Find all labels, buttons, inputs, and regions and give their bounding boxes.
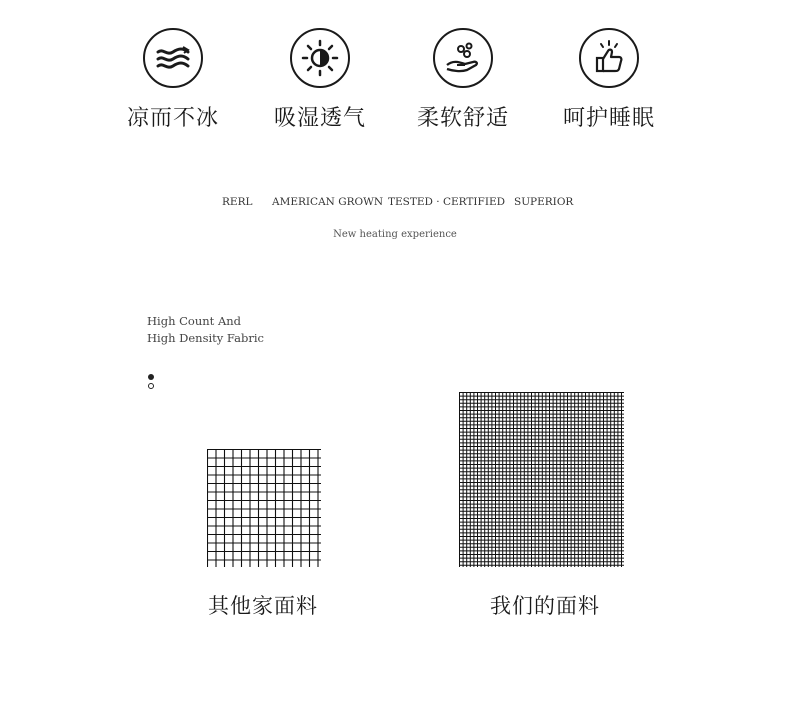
feature-sleep — [539, 28, 679, 132]
brand-item: AMERICAN GROWN — [272, 196, 384, 208]
sun-icon — [290, 28, 350, 88]
brand-item: SUPERIOR — [514, 196, 574, 208]
hand-bubbles-icon — [433, 28, 493, 88]
pagination-dots — [148, 374, 156, 389]
feature-row — [0, 28, 790, 148]
feature-label: 吸湿透气 — [273, 106, 366, 131]
our-fabric-caption: 我们的面料 — [490, 594, 600, 618]
dot-active — [148, 374, 154, 380]
fabric-heading-line2: High Density Fabric — [147, 331, 264, 345]
fabric-heading — [147, 313, 264, 347]
our-fabric-grid — [459, 392, 624, 567]
feature-label: 柔软舒适 — [416, 106, 509, 131]
thumbs-up-icon — [579, 28, 639, 88]
dot-inactive — [148, 383, 154, 389]
other-fabric-grid — [207, 449, 321, 567]
feature-breathable — [250, 28, 390, 132]
wind-icon — [143, 28, 203, 88]
feature-soft — [393, 28, 533, 132]
feature-cool — [103, 28, 243, 132]
other-fabric-caption: 其他家面料 — [208, 594, 318, 618]
feature-label: 凉而不冰 — [126, 106, 219, 131]
brand-item: RERL — [222, 196, 253, 208]
fabric-heading-line1: High Count And — [147, 314, 242, 328]
brand-strip — [0, 196, 790, 212]
tagline: New heating experience — [333, 229, 457, 240]
brand-item: TESTED · CERTIFIED — [388, 196, 506, 208]
feature-label: 呵护睡眠 — [562, 106, 655, 131]
